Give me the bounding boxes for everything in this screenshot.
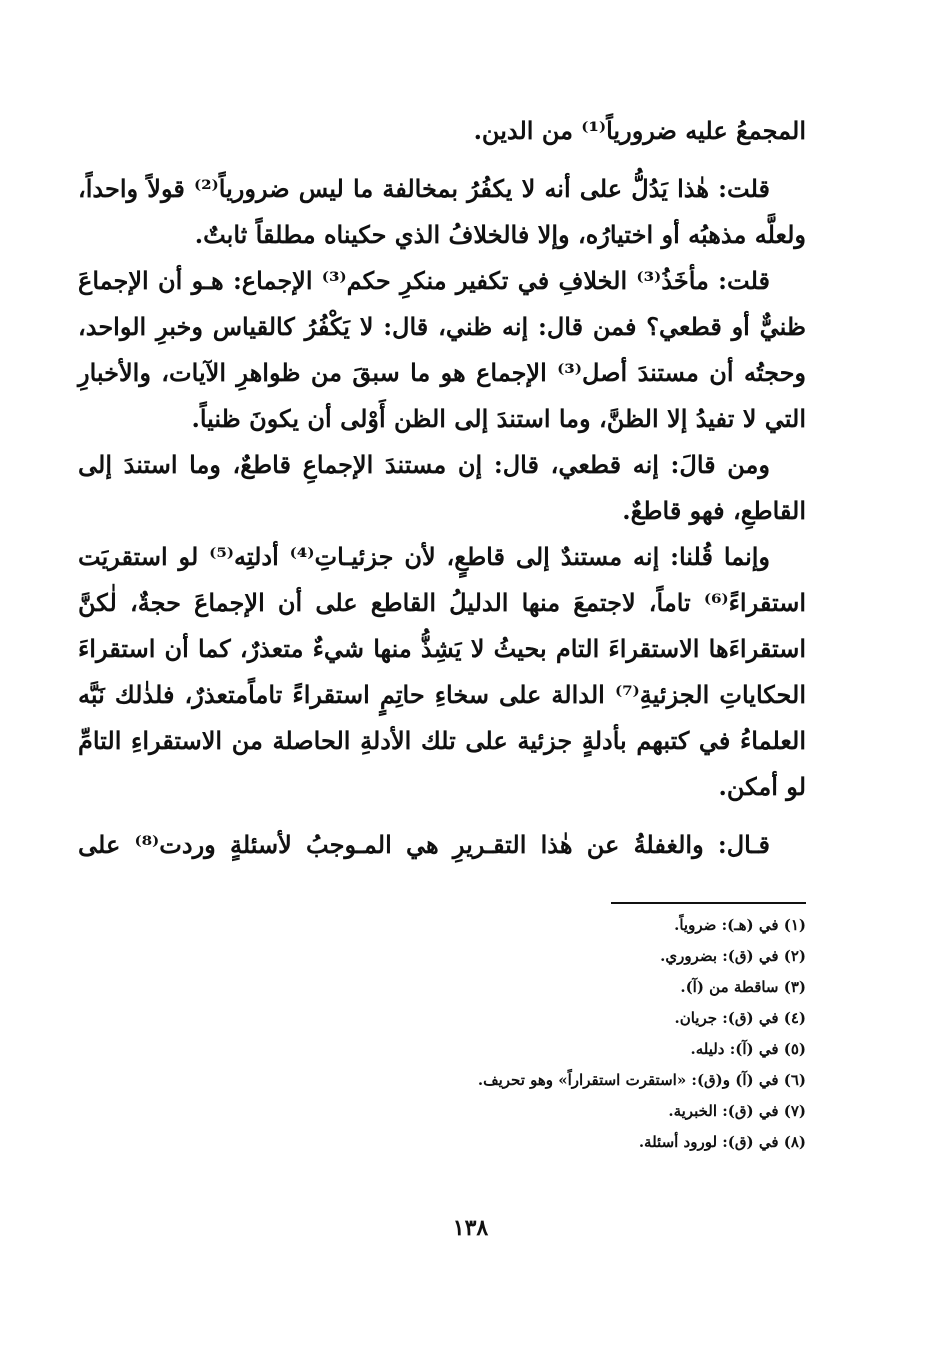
paragraph-3: قلت: مأخَذُ⁽³⁾ الخلافِ في تكفير منكرِ حكم⁽³⁾ الإجماع: هـو أن الإجماعَ ظنيٌّ أو قطعي؟ فمن قال: إنه ظني، قال: لا يَكْفُرُ كالقياس وخبرِ الواحد، وحجتُه أن مستندَ أصل⁽³⁾ الإجماع هو ما سبقَ من ظواهرِ الآيات، والأخبارِ التي لا تفيدُ إلا الظنَّ، وما استندَ إلى الظن أَوْلى أن يكونَ ظنياً. [78,266,806,433]
paragraph-6: قـال: والغفلةُ عن هٰذا التقـريرِ هي المـوجبُ لأسئلةٍ وردت⁽⁸⁾ على [78,830,770,859]
footnote-4: (٤) في (ق): جريان. [674,1009,806,1027]
paragraph-4: ومن قالَ: إنه قطعي، قال: إن مستندَ الإجماعِ قاطعٌ، وما استندَ إلى القاطعِ، فهو قاطعٌ. [78,450,806,525]
footnote-divider [611,902,806,904]
footnote-8: (٨) في (ق): لورود أسئلة. [638,1133,806,1151]
footnote-1: (١) في (هـ): ضروياً. [674,916,806,934]
main-text [78,108,806,868]
footnote-5: (٥) في (آ): دليله. [690,1040,806,1058]
paragraph-1: المجمعُ عليه ضرورياً⁽¹⁾ من الدين. [473,116,806,145]
footnotes [300,910,806,1158]
footnote-3: (٣) ساقطة من (آ). [680,978,806,996]
footnote-2: (٢) في (ق): بضروري. [660,947,806,965]
page-number: ١٣٨ [452,1215,489,1241]
paragraph-2: قلت: هٰذا يَدُلُّ على أنه لا يكفُرُ بمخالفة ما ليس ضرورياً⁽²⁾ قولاً واحداً، ولعلَّه مذهبُه أو اختيارُه، وإلا فالخلافُ الذي حكيناه مطلقاً ثابتٌ. [78,174,806,249]
paragraph-5: وإنما قُلنا: إنه مستندٌ إلى قاطعٍ، لأن جزئيـاتِ⁽⁴⁾ أدلتِه⁽⁵⁾ لو استقريَت استقراءً⁽⁶⁾ تاماً، لاجتمعَ منها الدليلُ القاطع على أن الإجماعَ حجةٌ، لٰكنَّ استقراءَها الاستقراءَ التام بحيثُ لا يَشِذُّ منها شيءٌ متعذرٌ، كما أن استقراءَ الحكاياتِ الجزئيةِ⁽⁷⁾ الدالة على سخاءِ حاتِمٍ استقراءً تاماًمتعذرٌ، فلذٰلك نَبَّه العلماءُ في كتبهم بأدلةٍ جزئية على تلك الأدلةِ الحاصلة من الاستقراءِ التامِّ لو أمكن. [78,542,807,801]
footnote-7: (٧) في (ق): الخبرية. [668,1102,806,1120]
footnote-6: (٦) في (آ) و(ق): «استقرت استقراراً» وهو تحريف. [477,1071,806,1089]
